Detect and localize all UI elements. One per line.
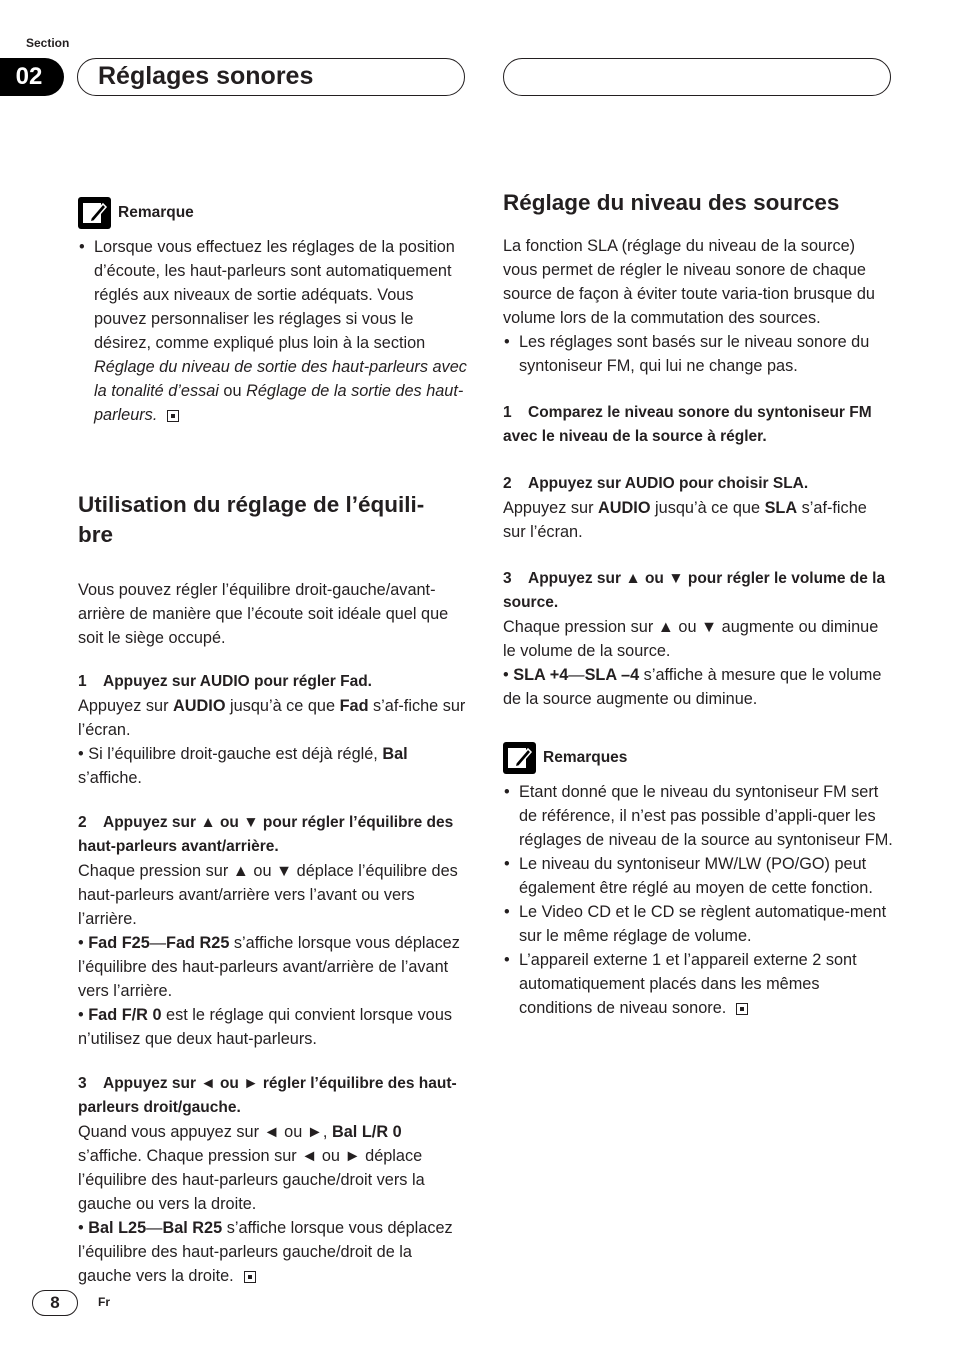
section-label: Section — [26, 36, 70, 50]
step-text: Quand vous appuyez sur ◄ ou ►, Bal L/R 0 s’affiche. Chaque pression sur ◄ ou ► déplace l’équilibre des haut-parleurs gauche/droit vers la gauche ou vers la droite. — [78, 1123, 425, 1213]
intro-paragraph: La fonction SLA (réglage du niveau de la source) vous permet de régler le niveau sonore de chaque source de façon à éviter toute varia-tion brusque du volume lors de la commutation des sources. — [503, 237, 875, 327]
step-text: Appuyez sur AUDIO jusqu’à ce que SLA s’af-fiche sur l’écran. — [503, 499, 867, 541]
note-item: • L’appareil externe 1 et l’appareil externe 2 sont automatiquement placés dans les mêmes conditions de niveau sonore. — [503, 948, 893, 1020]
pencil-note-icon — [78, 197, 111, 229]
language-code: Fr — [98, 1295, 110, 1309]
note-title: Remarque — [118, 204, 194, 221]
intro-bullet: • Les réglages sont basés sur le niveau sonore du syntoniseur FM, qui lui ne change pas. — [503, 330, 893, 378]
note-item: • Le Video CD et le CD se règlent automatique-ment sur le même réglage de volume. — [503, 900, 893, 948]
step-title: 3 Appuyez sur ◄ ou ► régler l’équilibre des haut-parleurs droit/gauche. — [78, 1075, 457, 1116]
page-number: 8 — [32, 1290, 78, 1316]
note-item: • Etant donné que le niveau du syntoniseur FM sert de référence, il n’est pas possible d’appli-quer les réglages de niveau de la source au syntoniseur FM. — [503, 780, 893, 852]
step-title: 3 Appuyez sur ▲ ou ▼ pour régler le volume de la source. — [503, 570, 886, 611]
step-text: Chaque pression sur ▲ ou ▼ augmente ou diminue le volume de la source. — [503, 618, 879, 660]
end-of-section-icon — [167, 410, 179, 422]
right-column — [503, 188, 893, 1020]
step-note: • Fad F/R 0 est le réglage qui convient lorsque vous n’utilisez que deux haut-parleurs. — [78, 1006, 453, 1048]
end-of-section-icon — [244, 1271, 256, 1283]
note-title: Remarques — [543, 749, 628, 766]
empty-header-frame — [503, 58, 891, 96]
left-column — [78, 197, 468, 1288]
section-heading: Réglage du niveau des sources — [503, 190, 840, 215]
step-title: 2 Appuyez sur AUDIO pour choisir SLA. — [503, 475, 809, 492]
end-of-section-icon — [736, 1003, 748, 1015]
note-item: • Lorsque vous effectuez les réglages de la position d’écoute, les haut-parleurs sont automatiquement réglés aux niveaux de sortie adéquats. Vous pouvez personnaliser les réglages si vous le désirez, comme expliqué plus loin à la section Réglage du niveau de sortie des haut-parleurs avec la tonalité d’essai ou Réglage de la sortie des haut-parleurs. — [78, 235, 468, 427]
note-header — [78, 197, 468, 229]
step-text: Appuyez sur AUDIO jusqu’à ce que Fad s’af-fiche sur l’écran. — [78, 697, 466, 739]
step-note: • SLA +4—SLA –4 s’affiche à mesure que le volume de la source augmente ou diminue. — [503, 666, 882, 708]
note-item: • Le niveau du syntoniseur MW/LW (PO/GO) peut également être réglé au moyen de cette fonction. — [503, 852, 893, 900]
step-title: 1 Comparez le niveau sonore du syntoniseur FM avec le niveau de la source à régler. — [503, 404, 872, 445]
step-title: 2 Appuyez sur ▲ ou ▼ pour régler l’équilibre des haut-parleurs avant/arrière. — [78, 814, 454, 855]
section-heading: Utilisation du réglage de l’équili- bre — [78, 492, 425, 547]
pencil-note-icon — [503, 742, 536, 774]
step-note: • Fad F25—Fad R25 s’affiche lorsque vous déplacez l’équilibre des haut-parleurs avant/arrière de l’avant vers l’arrière. — [78, 934, 460, 1000]
step-text: Chaque pression sur ▲ ou ▼ déplace l’équilibre des haut-parleurs avant/arrière vers l’avant ou vers l’arrière. — [78, 862, 458, 928]
step-title: 1 Appuyez sur AUDIO pour régler Fad. — [78, 673, 372, 690]
section-number-badge: 02 — [0, 58, 64, 96]
note-header — [503, 742, 893, 774]
page-title: Réglages sonores — [98, 62, 314, 90]
step-note: • Si l’équilibre droit-gauche est déjà réglé, Bal s’affiche. — [78, 745, 408, 787]
step-note: • Bal L25—Bal R25 s’affiche lorsque vous déplacez l’équilibre des haut-parleurs gauche/droit de la gauche vers la droite. — [78, 1219, 453, 1285]
intro-paragraph: Vous pouvez régler l’équilibre droit-gauche/avant-arrière de manière que l’écoute soit idéale quel que soit le siège occupé. — [78, 581, 449, 647]
